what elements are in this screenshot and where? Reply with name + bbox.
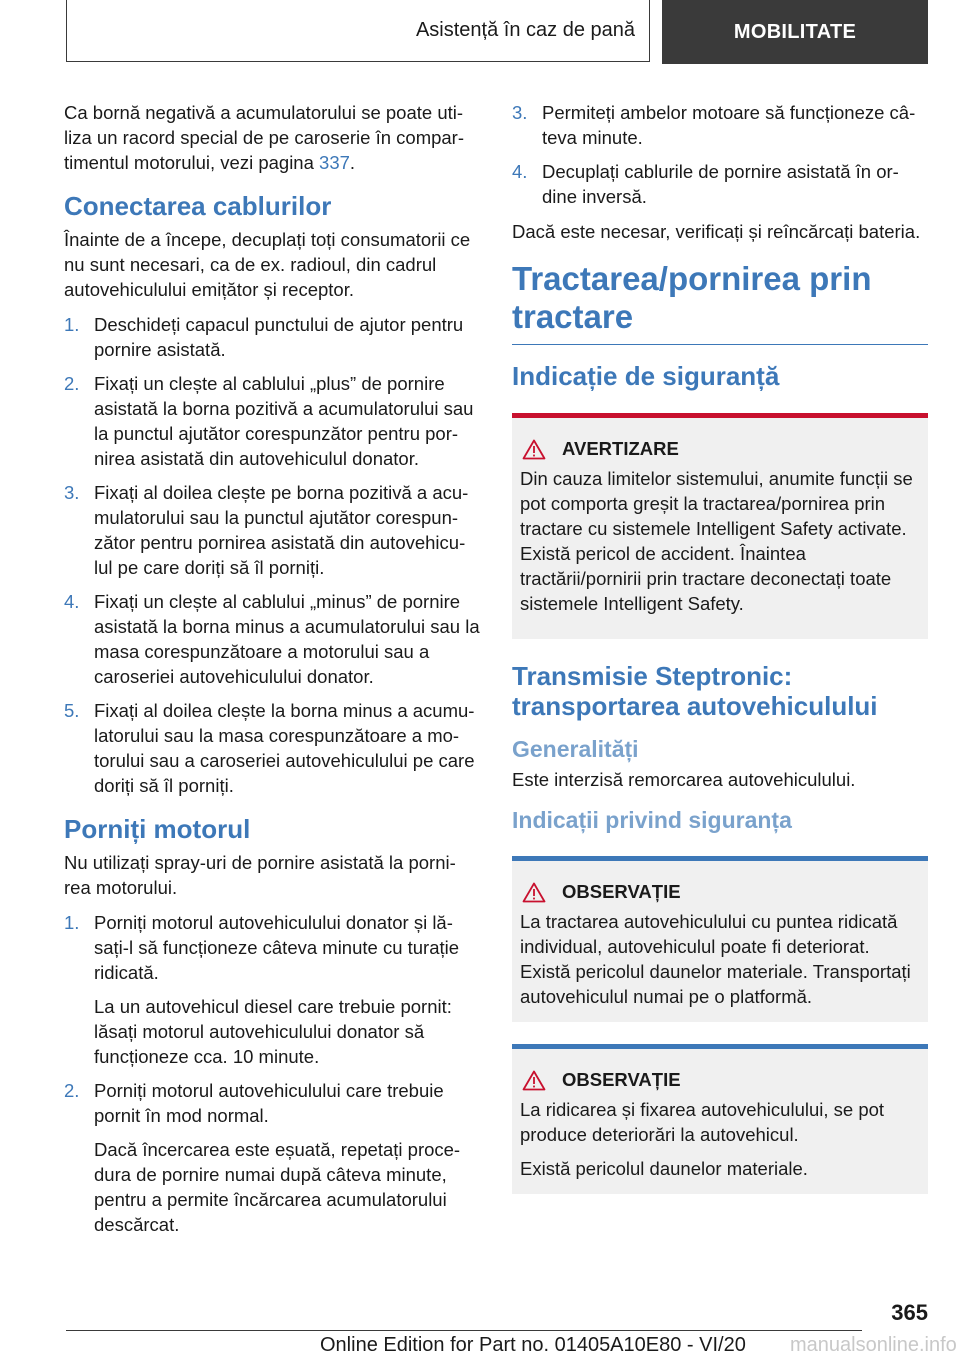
cable-steps-list bbox=[64, 312, 480, 798]
list-item: 1. Porniți motorul autovehiculului donator și lă-sați-l să funcționeze câteva minute cu turație ridicată. La un autovehicul diesel care trebuie pornit: lăsați motorul autovehiculului donator să funcționeze cca. 10 minute. bbox=[64, 912, 460, 1067]
list-item: 5. Fixați al doilea clește la borna minus a acumu-latorului sau la masa corespunzătoare a mo-torului sau a caroseriei autovehiculului pe care doriți să îl porniți. bbox=[64, 700, 475, 796]
left-column bbox=[64, 100, 480, 1247]
warning-box bbox=[512, 413, 928, 639]
heading-general: Generalități bbox=[512, 736, 639, 762]
engine-steps-list bbox=[64, 910, 480, 1237]
note-text: La ridicarea și fixarea autovehiculului, se pot produce deteriorări la autovehicul. bbox=[520, 1099, 885, 1145]
footer-divider bbox=[66, 1330, 862, 1331]
list-item: 4. Fixați un clește al cablului „minus” de pornire asistată la borna minus a acumulatorului sau la masa corespunzătoare a motorului sau a caroseriei autovehiculului donator. bbox=[64, 591, 480, 687]
heading-safety-info: Indicații privind siguranța bbox=[512, 807, 792, 833]
section-title: Asistență în caz de pană bbox=[66, 0, 650, 62]
note-text: La tractarea autovehiculului cu puntea ridicată individual, autovehiculul poate fi deteriorat. Există pericolul daunelor materiale. Transportați autovehiculul numai pe o platformă. bbox=[520, 911, 911, 1007]
note-header: OBSERVAȚIE bbox=[520, 881, 920, 903]
battery-note: Dacă este necesar, verificați și reîncărcați bateria. bbox=[512, 221, 921, 242]
heading-safety-notice: Indicație de siguranță bbox=[512, 361, 780, 391]
list-item: 4. Decuplați cablurile de pornire asistată în or-dine inversă. bbox=[512, 161, 899, 207]
note-text: Există pericolul daunelor materiale. bbox=[520, 1158, 808, 1179]
heading-start-engine: Porniți motorul bbox=[64, 814, 251, 844]
page-number: 365 bbox=[891, 1300, 928, 1325]
heading-connect-cables: Conectarea cablurilor bbox=[64, 191, 332, 221]
chapter-tab: MOBILITATE bbox=[662, 0, 928, 64]
engine-steps-continued bbox=[512, 100, 928, 209]
list-item: 3. Permiteți ambelor motoare să funcționeze câ-teva minute. bbox=[512, 102, 916, 148]
note-box bbox=[512, 856, 928, 1022]
list-item: 1. Deschideți capacul punctului de ajutor pentru pornire asistată. bbox=[64, 314, 464, 360]
warning-triangle-icon bbox=[522, 1070, 546, 1091]
warning-header: AVERTIZARE bbox=[520, 438, 920, 460]
list-item: 2. Fixați un clește al cablului „plus” de pornire asistată la borna pozitivă a acumulatorului sau la punctul ajutător corespunzător pentru por-nirea asistată din autovehiculul donator. bbox=[64, 373, 474, 469]
intro-paragraph: Ca bornă negativă a acumulatorului se poate uti-liza un racord special de pe caroserie în compar-timentul motorului, vezi pagina 337. bbox=[64, 102, 464, 173]
list-item: 2. Porniți motorul autovehiculului care trebuie pornit în mod normal. Dacă încercarea este eșuată, repetați proce-dura de pornire numai după câteva minute, pentru a permite încărcarea acumulatorului descărcat. bbox=[64, 1080, 461, 1235]
heading-steptronic: Transmisie Steptronic: transportarea autovehiculului bbox=[512, 661, 878, 721]
cables-intro: Înainte de a începe, decuplați toți consumatorii ce nu sunt necesari, ca de ex. radioul, din cadrul autovehiculului emițător și receptor. bbox=[64, 229, 471, 300]
footer-edition: Online Edition for Part no. 01405A10E80 - VI/20 bbox=[320, 1334, 746, 1356]
right-column bbox=[512, 100, 928, 1216]
note-header: OBSERVAȚIE bbox=[520, 1069, 920, 1091]
page-header bbox=[66, 0, 928, 64]
engine-intro: Nu utilizați spray-uri de pornire asistată la porni-rea motorului. bbox=[64, 852, 456, 898]
watermark: manualsonline.info bbox=[790, 1334, 957, 1356]
note-box bbox=[512, 1044, 928, 1194]
warning-triangle-icon bbox=[522, 882, 546, 903]
heading-towing: Tractarea/pornirea prin tractare bbox=[512, 260, 928, 345]
general-text: Este interzisă remorcarea autovehiculului. bbox=[512, 769, 856, 790]
warning-triangle-icon bbox=[522, 439, 546, 460]
warning-text: Din cauza limitelor sistemului, anumite funcții se pot comporta greșit la tractarea/pornirea prin tractare cu sistemele Intelligent Safety activate. Există pericol de accident. Înaintea tractării/pornirii prin tractare deconectați toate sistemele Intelligent Safety. bbox=[520, 468, 913, 614]
page-reference-link[interactable]: 337 bbox=[319, 152, 350, 173]
list-item: 3. Fixați al doilea clește pe borna pozitivă a acu-mulatorului sau la punctul ajutător corespun-zător pentru pornirea asistată din autovehicu-lul pe care doriți să îl porniți. bbox=[64, 482, 469, 578]
